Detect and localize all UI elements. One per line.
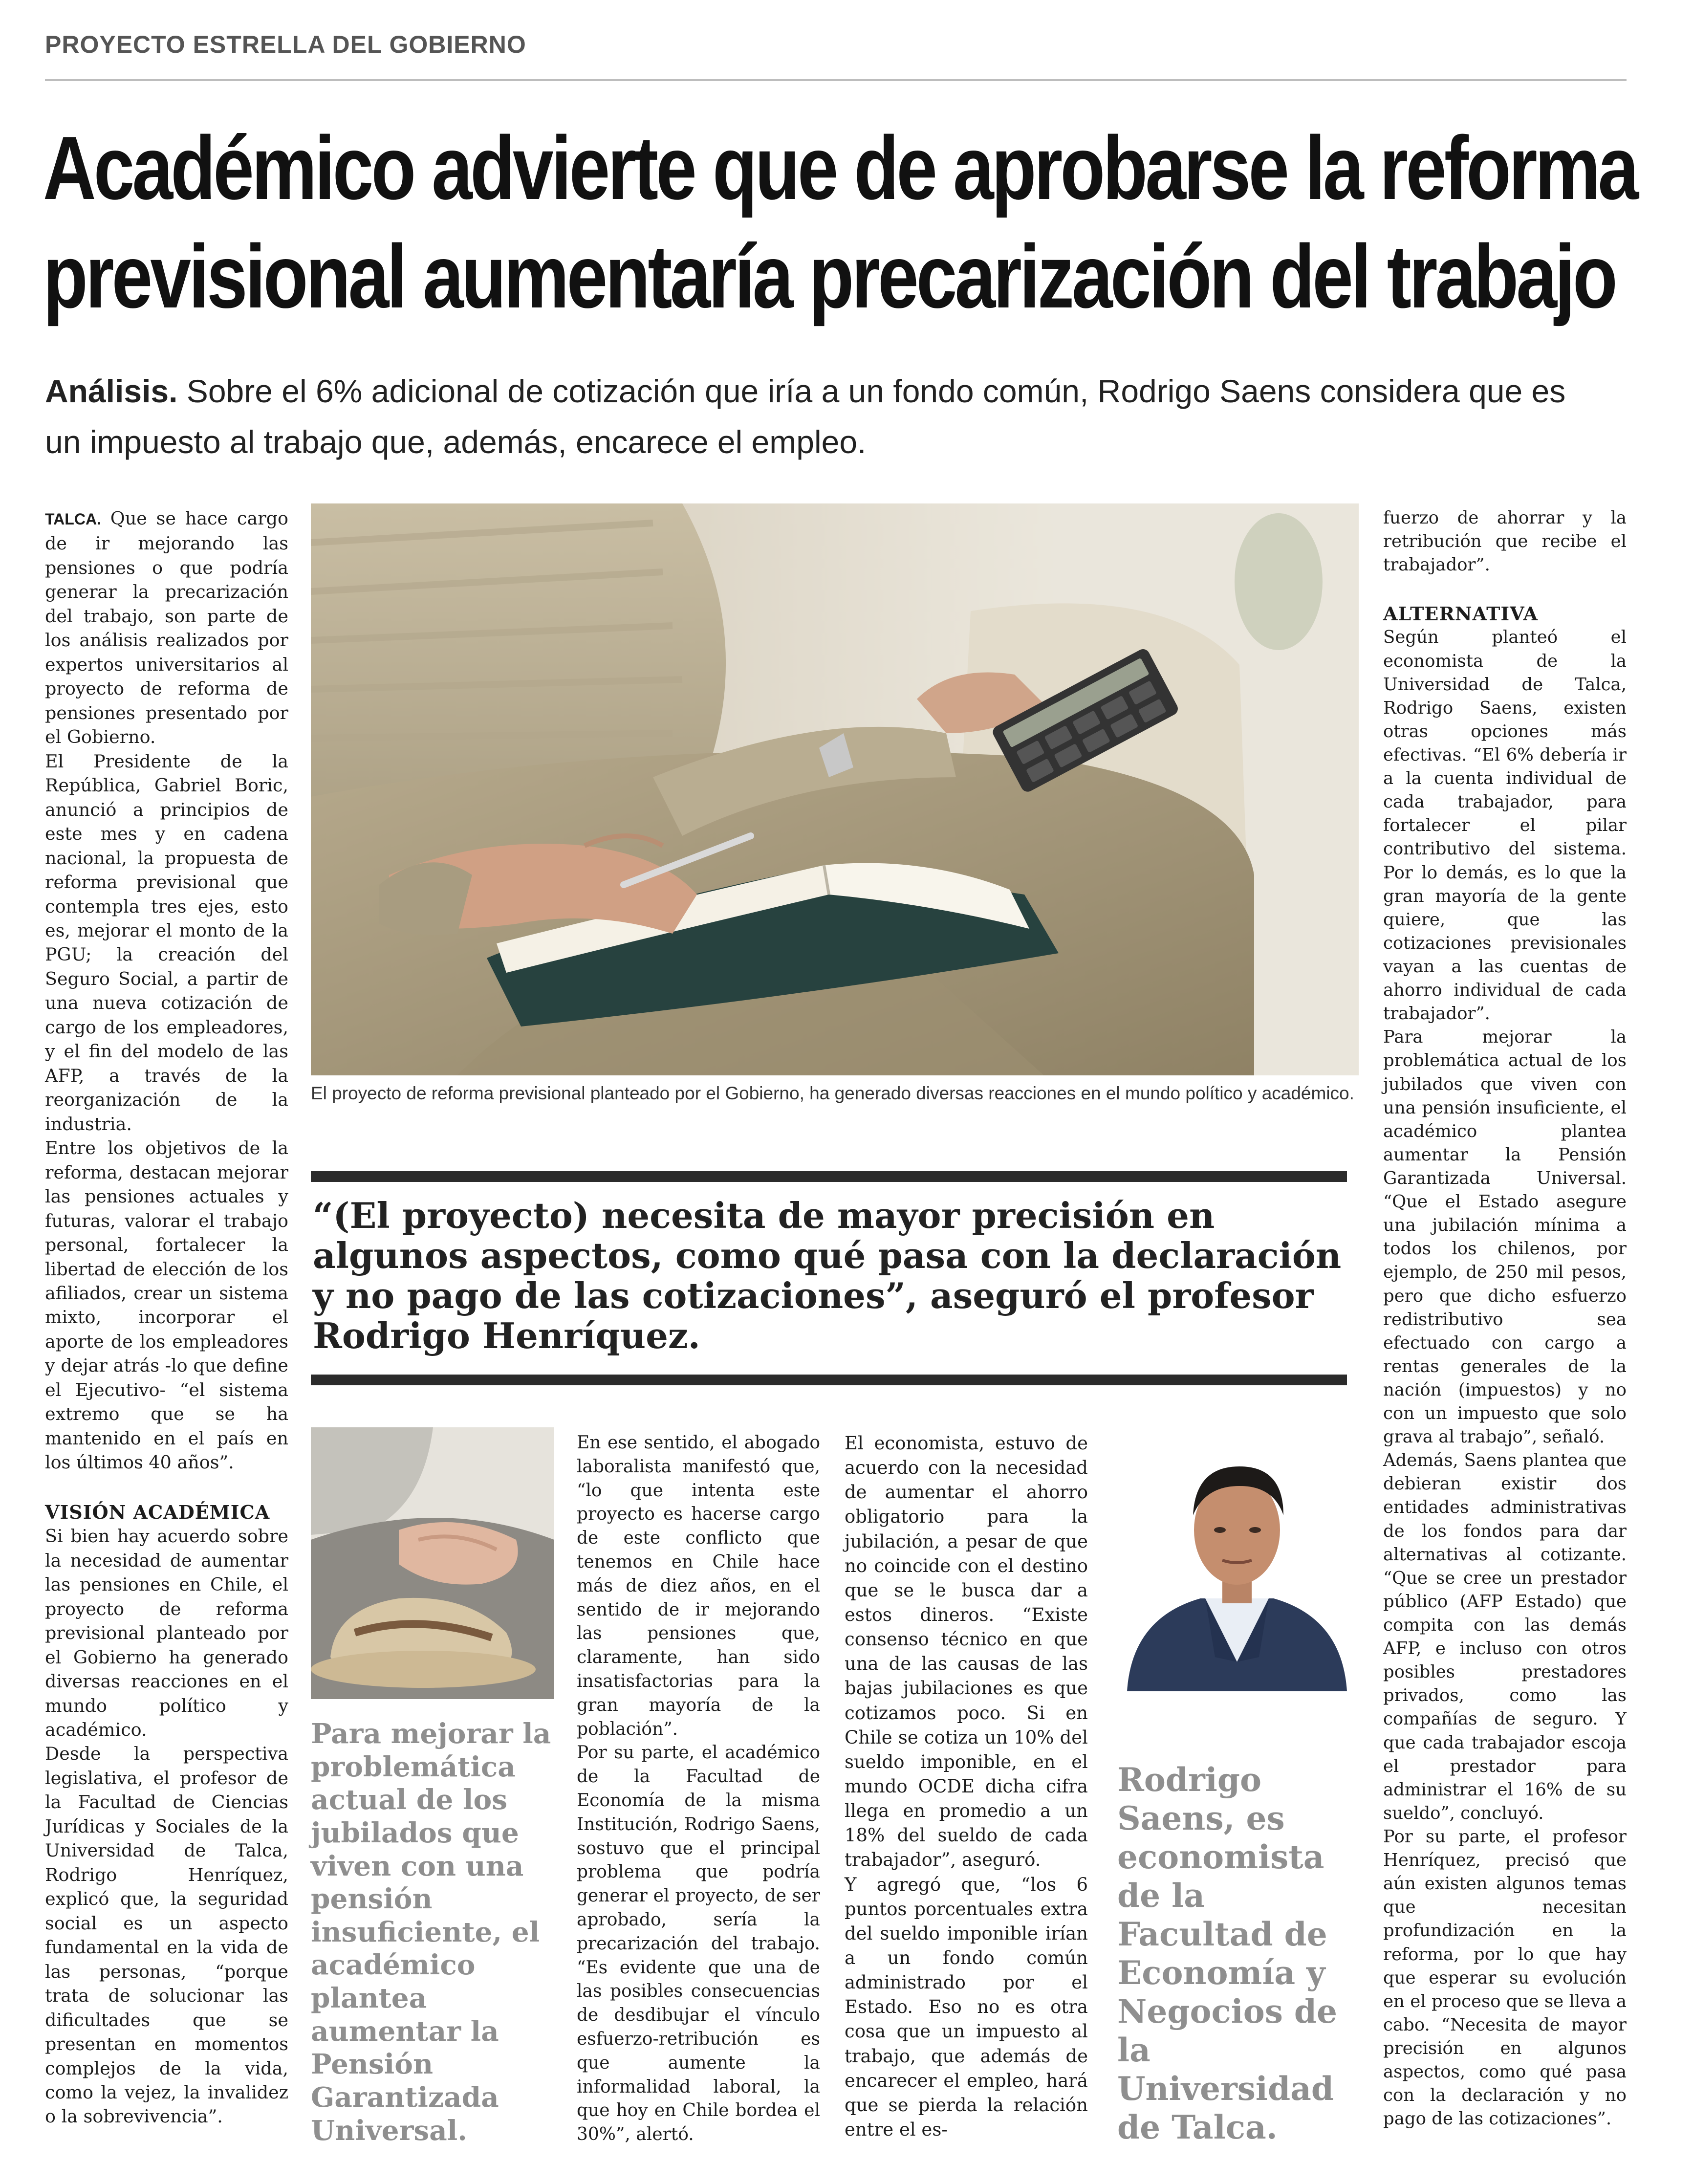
header-divider [45, 79, 1627, 81]
pull-quote-bottom-rule [311, 1375, 1347, 1385]
paragraph: Si bien hay acuerdo sobre la necesidad de aumentar las pensiones en Chile, el proyecto de reforma previsional planteado por el Gobierno ha generado diversas reacciones en el mundo político y académico. [45, 1526, 288, 1740]
headline [43, 113, 1637, 330]
deck [45, 366, 1628, 467]
article-column-4 [845, 1431, 1088, 2142]
headline-line-1: Académico advierte que de aprobarse la reforma [43, 117, 1637, 218]
dateline: TALCA. [45, 510, 101, 528]
section-label: PROYECTO ESTRELLA DEL GOBIERNO [45, 31, 526, 58]
paragraph: Y agregó que, “los 6 puntos porcentuales extra del sueldo imponible irían a un fondo común administrado por el Estado. Eso no es otra cosa que un impuesto al trabajo, que además de encarecer el empleo, hará que se pierda la relación entre el es- [845, 1874, 1088, 2140]
paragraph: El economista, estuvo de acuerdo con la necesidad de aumentar el ahorro obligatorio para la jubilación, a pesar de que no coincide con el destino que se le busca dar a estos dineros. “Existe consenso técnico en que una de las causas de las bajas jubilaciones es que cotizamos poco. Si en Chile se cotiza un 10% del sueldo imponible, en el mundo OCDE dicha cifra llega en promedio a un 18% del sueldo de cada trabajador”, aseguró. [845, 1433, 1088, 1871]
paragraph: Para mejorar la problemática actual de los jubilados que viven con una pensión insuficiente, el académico plantea aumentar la Pensión Garantizada Universal. “Que el Estado asegure una jubilación mínima a todos los chilenos, por ejemplo, de 250 mil pesos, pero que dicho esfuerzo redistributivo sea efectuado con cargo a rentas generales de la nación (impuestos) y no con un impuesto que solo grava al trabajo”, señaló. [1383, 1027, 1627, 1447]
paragraph: Por su parte, el profesor Henríquez, precisó que aún existen algunos temas que necesitan profundización en la reforma, por lo que hay que esperar su evolución en el proceso que se lleva a cabo. “Necesita de mayor precisión en algunos aspectos, como qué pasa con la declaración y no pago de las cotizaciones”. [1383, 1827, 1627, 2129]
paragraph: Además, Saens plantea que debieran existir dos entidades administrativas de los fondos para dar alternativas al cotizante. “Que se cree un prestador público (AFP Estado) que compita con las demás AFP, e incluso con otros posibles prestadores privados, como las compañías de seguro. Y que cada trabajador escoja el prestador para administrar el 16% de su sueldo”, concluyó. [1383, 1450, 1627, 1823]
paragraph: Por su parte, el académico de la Facultad de Economía de la misma Institución, Rodrigo Saens, sostuvo que el principal problema que podría generar el proyecto, de ser aprobado, sería la precarización del trabajo. “Es evidente que una de las posibles consecuencias de desdibujar el vínculo esfuerzo-retribución es que aumente la informalidad laboral, la que hoy en Chile bordea el 30%”, alertó. [577, 1743, 820, 2145]
paragraph: El Presidente de la República, Gabriel Boric, anunció a principios de este mes y en cadena nacional, la propuesta de reforma previsional que contempla tres ejes, esto es, mejorar el monto de la PGU; la creación del Seguro Social, a partir de una nueva cotización de cargo de los empleadores, y el fin del modelo de las AFP, a través de la reorganización de la industria. [45, 750, 288, 1135]
headline-line-2: previsional aumentaría precarización del trabajo [43, 226, 1615, 327]
notebook-calculator-illustration [311, 503, 1359, 1075]
article-column-1 [45, 506, 288, 2129]
side-quote-left: Para mejorar la problemática actual de los jubilados que viven con una pensión insuficiente, el académico plantea aumentar la Pensión Garantizada Universal. [311, 1718, 551, 2147]
deck-label: Análisis. [45, 373, 178, 409]
paragraph: En ese sentido, el abogado laboralista manifestó que, “lo que intenta este proyecto es hacerse cargo de este conflicto que tenemos en Chile hace más de diez años, en el sentido de ir mejorando las pensiones que, claramente, han sido insatisfactorias para la gran mayoría de la población”. [577, 1433, 820, 1739]
portrait-photo [1117, 1432, 1357, 1691]
deck-line-1: Sobre el 6% adicional de cotización que iría a un fondo común, Rodrigo Saens considera que es [186, 373, 1566, 409]
paragraph: fuerzo de ahorrar y la retribución que recibe el trabajador”. [1383, 508, 1627, 575]
secondary-photo [311, 1427, 554, 1699]
main-photo [311, 503, 1359, 1075]
portrait-illustration [1117, 1432, 1357, 1691]
paragraph: Entre los objetivos de la reforma, destacan mejorar las pensiones actuales y futuras, valorar el trabajo personal, fortalecer la libertad de elección de los afiliados, crear un sistema mixto, incorporar el aporte de los empleadores y dejar atrás -lo que define el Ejecutivo- “el sistema extremo que se ha mantenido en el país en los últimos 40 años”. [45, 1137, 288, 1473]
deck-line-2: un impuesto al trabajo que, además, encarece el empleo. [45, 424, 867, 460]
subheading: VISIÓN ACADÉMICA [45, 1501, 270, 1523]
hands-hat-illustration [311, 1427, 554, 1699]
paragraph: Desde la perspectiva legislativa, el profesor de la Facultad de Ciencias Jurídicas y Sociales de la Universidad de Talca, Rodrigo Henríquez, explicó que, la seguridad social es un aspecto fundamental en la vida de las personas, “porque trata de solucionar las dificultades que se presentan en momentos complejos de la vida, como la vejez, la invalidez o la sobrevivencia”. [45, 1743, 288, 2127]
photo-caption: El proyecto de reforma previsional planteado por el Gobierno, ha generado diversas reacciones en el mundo político y académico. [311, 1083, 1354, 1103]
pull-quote-top-rule [311, 1171, 1347, 1182]
paragraph: TALCA. Que se hace cargo de ir mejorando las pensiones o que podría generar la precarización del trabajo, son parte de los análisis realizados por expertos universitarios al proyecto de reforma de pensiones presentado por el Gobierno. [45, 508, 288, 748]
pull-quote: “(El proyecto) necesita de mayor precisión en algunos aspectos, como qué pasa con la declaración y no pago de las cotizaciones”, aseguró el profesor Rodrigo Henríquez. [313, 1195, 1342, 1356]
subheading: ALTERNATIVA [1383, 603, 1539, 625]
paragraph: Según planteó el economista de la Universidad de Talca, Rodrigo Saens, existen otras opciones más efectivas. “El 6% debería ir a la cuenta individual de cada trabajador, para fortalecer el pilar contributivo del sistema. Por lo demás, es lo que la gran mayoría de la gente quiere, que las cotizaciones previsionales vayan a las cuentas de ahorro individual de cada trabajador”. [1383, 627, 1627, 1024]
article-column-6 [1383, 506, 1627, 2131]
side-quote-right: Rodrigo Saens, es economista de la Facultad de Economía y Negocios de la Universidad de Talca. [1117, 1761, 1338, 2146]
article-column-3 [577, 1431, 820, 2147]
